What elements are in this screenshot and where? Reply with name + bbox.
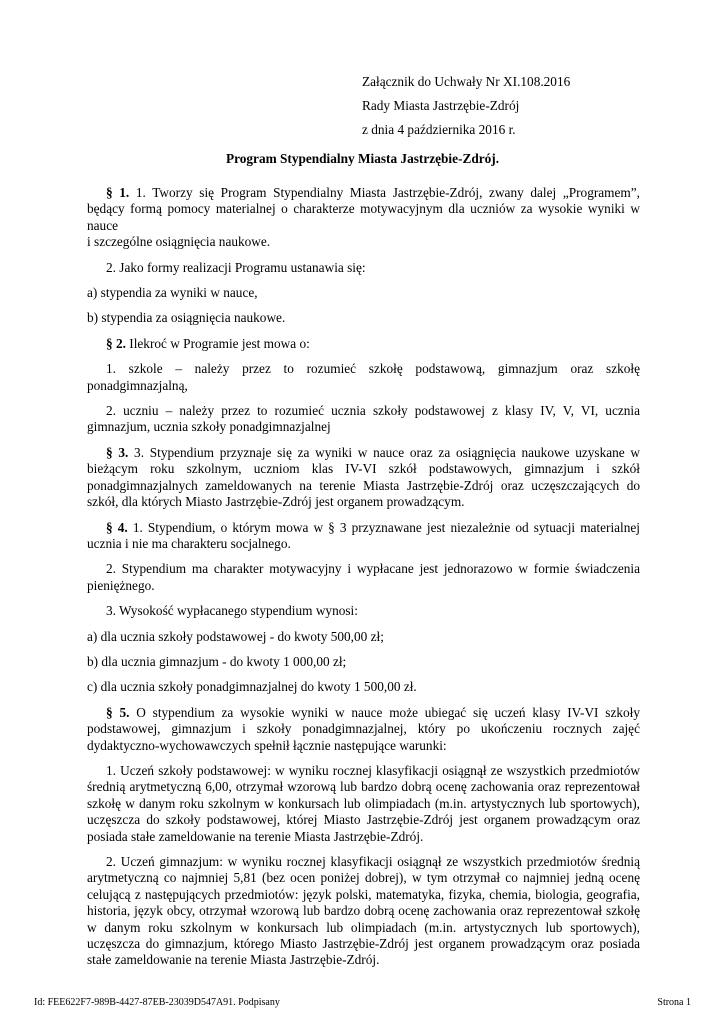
section-4-item-c: c) dla ucznia szkoły ponadgimnazjalnej do kwoty 1 500,00 zł. [87,679,417,695]
header-council-line: Rady Miasta Jastrzębie-Zdrój [362,98,520,113]
section-1-paragraph-1 [87,185,640,234]
section-4-item-b: b) dla ucznia gimnazjum - do kwoty 1 000,00 zł; [87,653,347,669]
section-3-sign: § 3. [106,444,129,460]
section-5-paragraph-1: 1. Uczeń szkoły podstawowej: w wyniku rocznej klasyfikacji osiągnął ze wszystkich przedmiotów średnią arytmetyczną 6,00, otrzymał wzorową lub bardzo dobrą ocenę zachowania oraz reprezentował szkołę w danym roku szkolnym w konkursach lub olimpiadach (m.in. artystycznych lub sportowych), uczęszcza do szkoły podstawowej, której Miasto Jastrzębie-Zdrój jest organem prowadzącym oraz posiada stałe zameldowanie na terenie Miasta Jastrzębie-Zdrój. [87,762,640,844]
section-1-sign: § 1. [106,185,130,200]
section-2-intro [87,336,640,352]
header-resolution-line: Załącznik do Uchwały Nr XI.108.2016 [362,74,571,89]
document-body [87,185,640,978]
section-4-text: 1. Stypendium, o którym mowa w § 3 przyznawane jest niezależnie od sytuacji materialnej ucznia i nie ma charakteru socjalnego. [87,519,640,551]
section-4-paragraph-1 [87,520,640,553]
section-4-paragraph-3: 3. Wysokość wypłacanego stypendium wynosi: [106,603,358,619]
section-2-paragraph-1: 1. szkole – należy przez to rozumieć szkołę podstawową, gimnazjum oraz szkołę ponadgimnazjalną, [87,361,640,393]
attachment-header [362,74,570,146]
section-4-item-a: a) dla ucznia szkoły podstawowej - do kwoty 500,00 zł; [87,628,384,644]
header-date-line: z dnia 4 października 2016 r. [362,122,516,137]
section-1-item-b: b) stypendia za osiągnięcia naukowe. [87,310,286,326]
section-2-paragraph-2: 2. uczniu – należy przez to rozumieć ucznia szkoły podstawowej z klasy IV, V, VI, ucznia gimnazjum, ucznia szkoły ponadgimnazjalnej [87,403,640,435]
section-1-item-a: a) stypendia za wyniki w nauce, [87,285,258,301]
section-5-intro-text: O stypendium za wysokie wyniki w nauce może ubiegać się uczeń klasy IV-VI szkoły podstawowej, gimnazjum i szkoły ponadgimnazjalnej, który po ukończeniu rocznych zajęć dydaktyczno-wychowawczych spełnił łącznie następujące warunki: [87,704,640,753]
section-5-sign: § 5. [106,704,130,720]
section-4-paragraph-2: 2. Stypendium ma charakter motywacyjny i wypłacane jest jednorazowo w formie świadczenia pieniężnego. [87,561,640,593]
footer-document-id: Id: FEE622F7-989B-4427-87EB-23039D547A91. Podpisany [34,997,280,1008]
section-3-text: 3. Stypendium przyznaje się za wyniki w nauce oraz za osiągnięcia naukowe uzyskane w bieżącym roku szkolnym, uczniom klas IV-VI szkół podstawowych, gimnazjum i szkół ponadgimnazjalnych zameldowanych na terenie Miasta Jastrzębie-Zdrój oraz uczęszczających do szkół, dla których Miasto Jastrzębie-Zdrój jest organem prowadzącym. [87,444,640,510]
section-2-sign: § 2. [106,335,126,351]
section-5-paragraph-2: 2. Uczeń gimnazjum: w wyniku rocznej klasyfikacji osiągnął ze wszystkich przedmiotów średnią arytmetyczną co najmniej 5,81 (bez ocen poniżej dobrej), w tym otrzymał co najmniej jedną ocenę celującą z następujących przedmiotów: język polski, matematyka, fizyka, chemia, biologia, geografia, historia, język obcy, otrzymał wzorową lub bardzo dobrą ocenę zachowania oraz reprezentował szkołę w danym roku szkolnym w konkursach lub olimpiadach (m.in. artystycznych lub sportowych), uczęszcza do gimnazjum, którego Miasto Jastrzębie-Zdrój jest organem prowadzącym oraz posiada stałe zameldowanie na terenie Miasta Jastrzębie-Zdrój. [87,854,640,968]
section-4-sign: § 4. [106,519,128,535]
section-1-paragraph-2: 2. Jako formy realizacji Programu ustanawia się: [106,259,366,275]
document-title: Program Stypendialny Miasta Jastrzębie-Zdrój. [225,151,500,166]
section-5-intro [87,705,640,754]
section-1-text: 1. Tworzy się Program Stypendialny Miasta Jastrzębie-Zdrój, zwany dalej „Programem”, będący formą pomocy materialnej o charakterze motywacyjnym dla uczniów za wysokie wyniki w nauce [87,185,640,233]
section-3-paragraph [87,445,640,511]
section-1-paragraph-1-cont: i szczególne osiągnięcia naukowe. [87,234,271,250]
footer-page-number: Strona 1 [657,997,691,1008]
section-2-intro-text: Ilekroć w Programie jest mowa o: [125,335,310,351]
